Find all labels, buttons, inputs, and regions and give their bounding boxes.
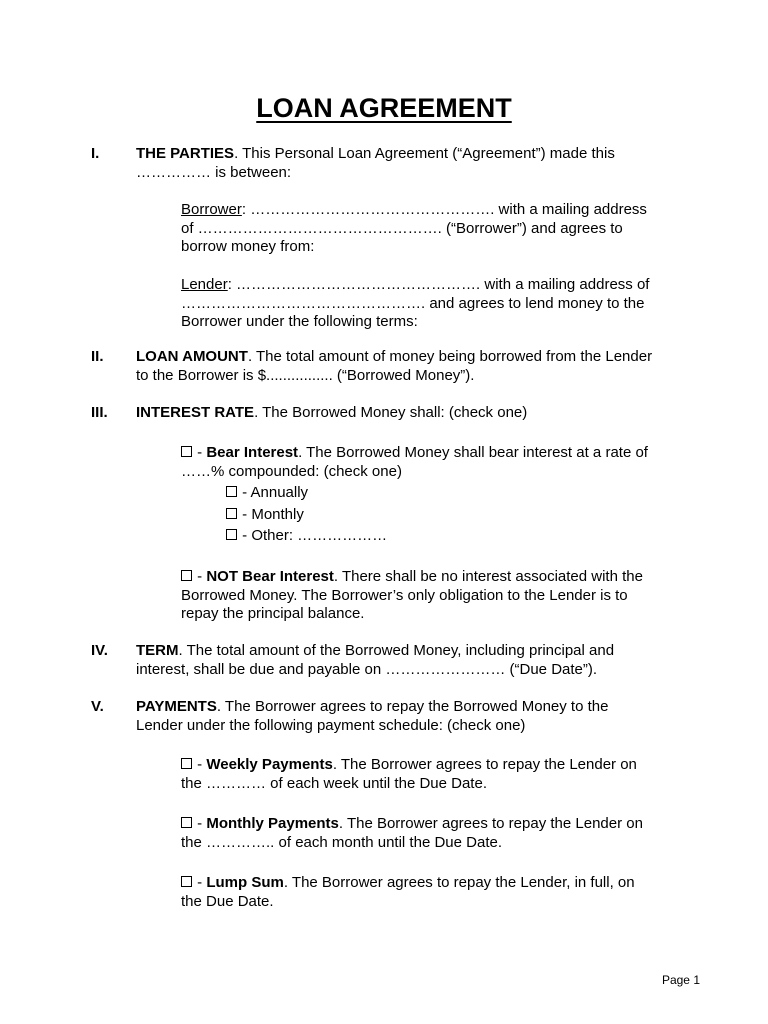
section-payments: PAYMENTS. The Borrower agrees to repay the Borrowed Money to the Lender under the following payment schedule: (check one) <box>136 698 609 734</box>
other-checkbox[interactable] <box>226 529 237 540</box>
lender-clause: Lender: …………………………………………. with a mailing address of …………………………………………. and agrees to lend money to the Borrower under the following terms: <box>181 276 650 331</box>
section-number-3: III. <box>91 404 108 421</box>
bear-interest-checkbox[interactable] <box>181 446 192 457</box>
section-label: LOAN AMOUNT <box>136 348 248 365</box>
section-label: THE PARTIES <box>136 145 235 162</box>
monthly-payments-checkbox[interactable] <box>181 817 192 828</box>
compounding-other: - Other: ……………… <box>226 527 626 546</box>
lump-sum-option: - Lump Sum. The Borrower agrees to repay the Lender, in full, on the Due Date. <box>181 874 635 910</box>
monthly-payments-option: - Monthly Payments. The Borrower agrees to repay the Lender on the ………….. of each month until the Due Date. <box>181 815 643 851</box>
compounding-monthly: - Monthly <box>226 506 626 525</box>
weekly-payments-option: - Weekly Payments. The Borrower agrees to repay the Lender on the ………… of each week until the Due Date. <box>181 756 637 792</box>
borrower-clause: Borrower: …………………………………………. with a mailing address of …………………………………………. (“Borrower”) and agrees to borrow money from: <box>181 201 647 256</box>
not-bear-interest-option: - NOT Bear Interest. There shall be no interest associated with the Borrowed Money. The Borrower’s only obligation to the Lender is to repay the principal balance. <box>181 568 643 623</box>
borrower-label: Borrower <box>181 201 242 218</box>
section-number-4: IV. <box>91 642 108 659</box>
compounding-annually: - Annually <box>226 484 626 503</box>
monthly-checkbox[interactable] <box>226 508 237 519</box>
section-number-1: I. <box>91 145 100 162</box>
annually-checkbox[interactable] <box>226 486 237 497</box>
document-title: LOAN AGREEMENT <box>256 93 512 123</box>
bear-interest-option: - Bear Interest. The Borrowed Money shall bear interest at a rate of ……% compounded: (check one) <box>181 444 648 480</box>
section-loan-amount: LOAN AMOUNT. The total amount of money being borrowed from the Lender to the Borrower is $................ (“Borrowed Money”). <box>136 348 653 384</box>
section-interest-rate: INTEREST RATE. The Borrowed Money shall: (check one) <box>136 404 528 421</box>
section-label: TERM <box>136 642 179 659</box>
weekly-payments-checkbox[interactable] <box>181 758 192 769</box>
lender-label: Lender <box>181 276 228 293</box>
not-bear-interest-checkbox[interactable] <box>181 570 192 581</box>
section-parties: THE PARTIES. This Personal Loan Agreement (“Agreement”) made this …………… is between: <box>136 145 615 181</box>
section-number-2: II. <box>91 348 104 365</box>
lump-sum-checkbox[interactable] <box>181 876 192 887</box>
page-number: Page 1 <box>661 973 700 987</box>
section-number-5: V. <box>91 698 104 715</box>
section-label: PAYMENTS <box>136 698 217 715</box>
section-label: INTEREST RATE <box>136 404 255 421</box>
section-term: TERM. The total amount of the Borrowed Money, including principal and interest, shall be due and payable on …………………… (“Due Date”). <box>136 642 615 678</box>
